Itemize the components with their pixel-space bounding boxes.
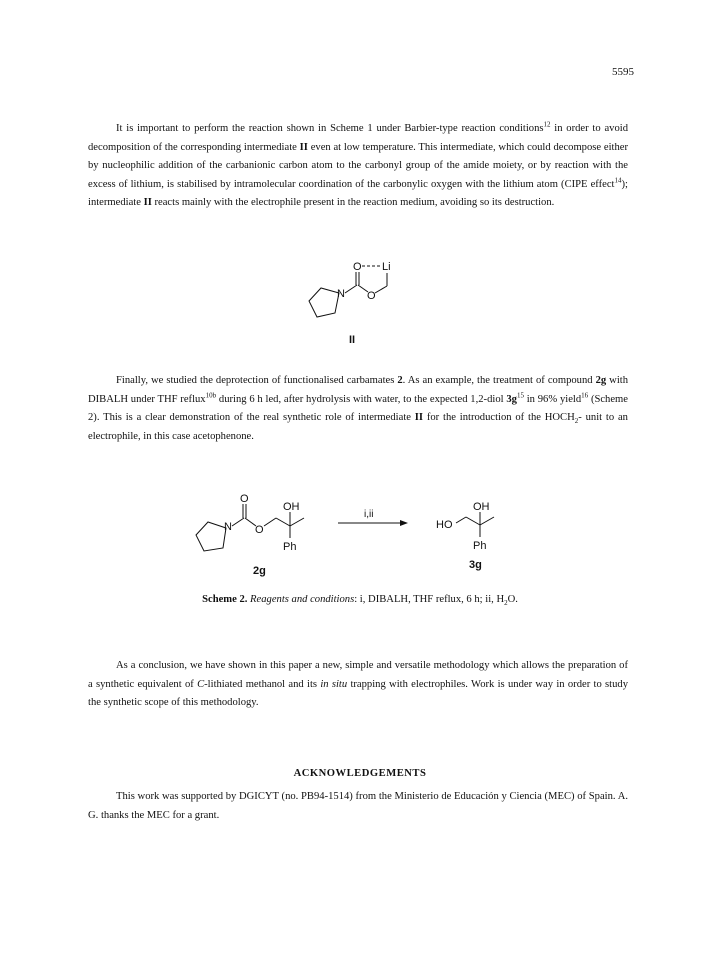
atom-o-carbonyl: O bbox=[240, 493, 249, 505]
group-ho: HO bbox=[436, 519, 453, 531]
paragraph-conclusion bbox=[88, 657, 628, 713]
para1-text: It is important to perform the reaction shown in Scheme 1 under Barbier-type reaction conditions bbox=[116, 123, 544, 134]
atom-n: N bbox=[337, 288, 345, 300]
compound-label: 2 bbox=[397, 375, 403, 386]
caption-text-end: O. bbox=[507, 594, 518, 605]
scheme-2-diagram bbox=[190, 488, 530, 583]
para1-text: even at low temperature. This intermediate, which could decompose either by nucleophilic addition of the carbanionic carbon atom to the carbonyl group of the amide moiety, or by reaction with the excess of lithium, is stabilised by intramolecular coordination of the carbonylic oxygen with the lithium atom (CIPE effect bbox=[88, 141, 629, 190]
group-ph: Ph bbox=[473, 540, 487, 552]
bond-ch2-c bbox=[466, 517, 480, 525]
bond-n-carbonyl bbox=[232, 518, 244, 526]
para2-text: . As an example, the treatment of compound bbox=[402, 375, 596, 386]
group-oh: OH bbox=[283, 501, 300, 513]
reference-15: 15 bbox=[516, 390, 524, 399]
compound-3g bbox=[436, 501, 494, 571]
atom-o-top: O bbox=[353, 261, 362, 273]
bond-ch2-c bbox=[276, 518, 290, 526]
compound-label: II bbox=[414, 412, 424, 423]
para2-text: - unit to an electrophile, in this case acetophenone. bbox=[88, 412, 628, 442]
caption-text: : i, DIBALH, THF reflux, 6 h; ii, H bbox=[354, 594, 505, 605]
para3-text: trapping with electrophiles. Work is under way in order to study the synthetic scope of this methodology. bbox=[88, 678, 629, 708]
caption-scheme-number: Scheme 2. bbox=[202, 594, 248, 605]
pyrrolidine-ring bbox=[196, 522, 226, 551]
bond-n-carbonyl bbox=[345, 285, 357, 293]
para2-text: in 96% yield bbox=[523, 393, 582, 405]
para3-text: -lithiated methanol and its bbox=[204, 678, 321, 690]
compound-label-2g: 2g bbox=[253, 565, 266, 577]
group-oh: OH bbox=[473, 501, 490, 513]
reference-14: 14 bbox=[614, 175, 622, 184]
italic-text: C bbox=[197, 678, 205, 690]
para2-text: (Scheme 2). This is a clear demonstration of the real synthetic role of intermediate bbox=[88, 393, 629, 423]
atom-o-ester: O bbox=[255, 524, 264, 536]
atom-o-ester: O bbox=[367, 290, 376, 302]
paragraph-intermediate-stability bbox=[88, 120, 628, 213]
subscript: 2 bbox=[574, 417, 579, 426]
compound-label: 3g bbox=[506, 393, 517, 405]
bond-c-methyl bbox=[290, 518, 304, 526]
bond-o-ch2 bbox=[375, 286, 387, 293]
caption-subscript: 2 bbox=[504, 599, 508, 608]
pyrrolidine-ring bbox=[309, 288, 339, 317]
page-number: 5595 bbox=[612, 66, 634, 78]
group-ph: Ph bbox=[283, 541, 297, 553]
para2-text: during 6 h led, after hydrolysis with water, to the expected 1,2-diol bbox=[216, 393, 507, 405]
para1-text: ); intermediate bbox=[88, 178, 628, 208]
para1-text: in order to avoid decomposition of the corresponding intermediate bbox=[88, 123, 628, 153]
acknowledgements-text: This work was supported by DGICYT (no. PB94-1514) from the Ministerio de Educación y Ciencia (MEC) of Spain. A. G. thanks the MEC for a grant. bbox=[88, 791, 628, 821]
compound-label: II bbox=[299, 141, 308, 153]
reference-16: 16 bbox=[581, 390, 589, 399]
italic-text: in situ bbox=[320, 678, 348, 690]
para2-text: with DIBALH under THF reflux bbox=[88, 375, 628, 405]
paragraph-deprotection bbox=[88, 372, 628, 446]
compound-label: 2g bbox=[595, 375, 607, 386]
compound-label-II: II bbox=[349, 334, 356, 346]
para2-text: Finally, we studied the deprotection of functionalised carbamates bbox=[116, 375, 398, 386]
arrow-label-conditions: i,ii bbox=[364, 509, 374, 520]
compound-label-3g: 3g bbox=[469, 559, 482, 571]
atom-n: N bbox=[224, 521, 232, 533]
reaction-arrow bbox=[338, 509, 408, 526]
acknowledgements-heading: ACKNOWLEDGEMENTS bbox=[293, 768, 427, 779]
compound-2g bbox=[196, 493, 304, 577]
caption-italic: Reagents and conditions bbox=[247, 594, 355, 605]
reference-10b: 10b bbox=[205, 390, 217, 399]
atom-li: Li bbox=[382, 261, 391, 273]
bond-c-methyl bbox=[480, 517, 494, 525]
bond-o-ch2 bbox=[264, 518, 276, 526]
scheme-2-caption bbox=[0, 594, 720, 608]
para3-text: As a conclusion, we have shown in this paper a new, simple and versatile methodology which allows the preparation of a synthetic equivalent of bbox=[88, 660, 628, 690]
reference-12: 12 bbox=[543, 120, 551, 129]
para2-text: for the introduction of the HOCH bbox=[423, 412, 575, 423]
bond-ho-ch2 bbox=[456, 517, 466, 523]
structure-intermediate-II bbox=[295, 255, 415, 350]
arrowhead-icon bbox=[400, 520, 408, 526]
compound-label: II bbox=[143, 197, 152, 208]
para1-text: reacts mainly with the electrophile present in the reaction medium, avoiding so its destruction. bbox=[151, 197, 555, 208]
